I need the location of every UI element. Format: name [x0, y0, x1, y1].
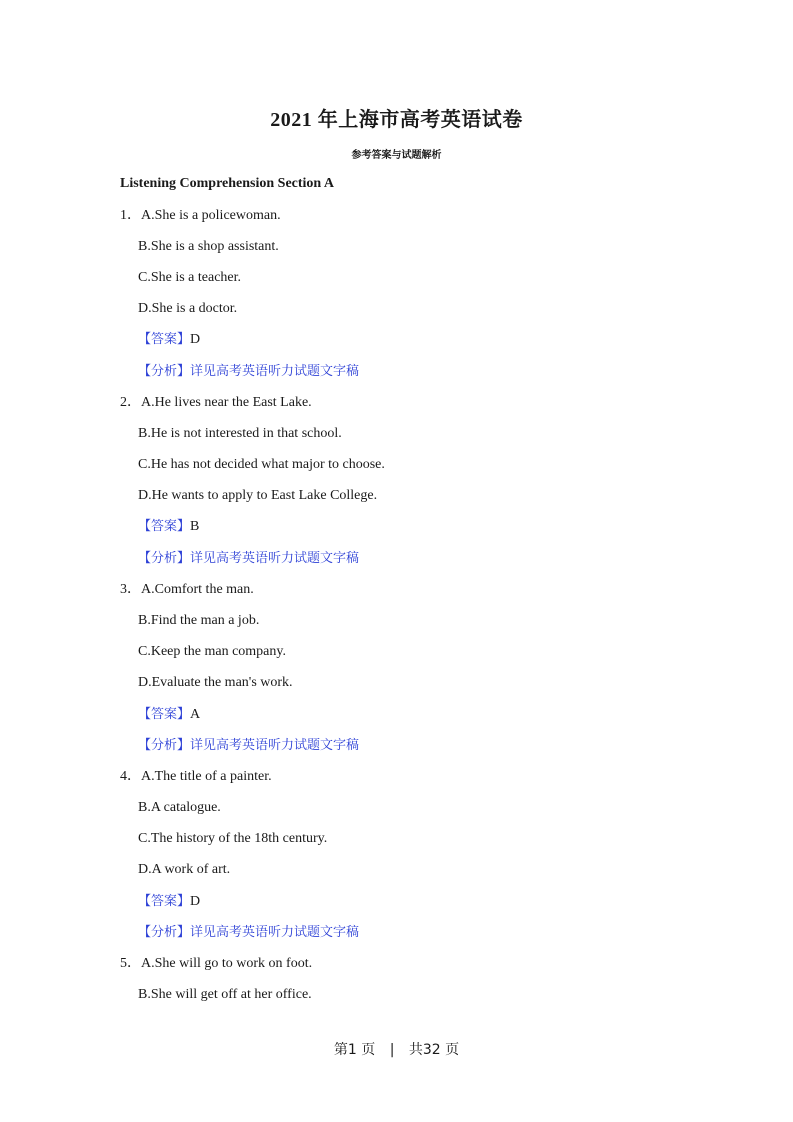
answer-value: B: [190, 519, 200, 534]
question-1-option-c: C.She is a teacher.: [138, 270, 242, 285]
question-3-answer: [138, 706, 200, 724]
question-4-option-b: B.A catalogue.: [138, 800, 221, 815]
question-3-option-a: 3．A.Comfort the man.: [120, 582, 254, 597]
question-2-option-b: B.He is not interested in that school.: [138, 426, 342, 441]
section-heading: Listening Comprehension Section A: [120, 176, 335, 191]
analysis-text: 详见高考英语听力试题文字稿: [190, 551, 360, 566]
page-number: 1: [347, 1042, 357, 1058]
page-footer: [0, 1039, 793, 1059]
question-number: 1．: [120, 208, 141, 223]
page-unit: 页: [361, 1042, 376, 1058]
total-pages: 32: [422, 1042, 441, 1058]
document-subtitle: 参考答案与试题解析: [351, 150, 442, 161]
analysis-label: 【分析】: [138, 551, 191, 566]
question-number: 5．: [120, 956, 141, 971]
answer-value: D: [190, 894, 201, 909]
question-3-analysis: [138, 737, 359, 755]
total-unit: 页: [445, 1042, 460, 1058]
question-2-option-d: D.He wants to apply to East Lake College.: [138, 488, 378, 503]
question-1-answer: [138, 331, 200, 349]
question-2-option-a: 2．A.He lives near the East Lake.: [120, 395, 312, 410]
answer-label: 【答案】: [138, 894, 191, 909]
analysis-text: 详见高考英语听力试题文字稿: [190, 738, 360, 753]
question-4-option-c: C.The history of the 18th century.: [138, 831, 328, 846]
analysis-label: 【分析】: [138, 364, 191, 379]
question-1-analysis: [138, 363, 359, 381]
footer-separator: |: [389, 1042, 395, 1058]
question-2-analysis: [138, 550, 359, 568]
question-5-option-a: 5．A.She will go to work on foot.: [120, 956, 313, 971]
question-5-option-b: B.She will get off at her office.: [138, 987, 312, 1002]
document-title: 2021 年上海市高考英语试卷: [270, 109, 523, 131]
question-1-option-d: D.She is a doctor.: [138, 301, 238, 316]
answer-label: 【答案】: [138, 519, 191, 534]
question-number: 3．: [120, 582, 141, 597]
answer-value: A: [190, 707, 201, 722]
answer-label: 【答案】: [138, 707, 191, 722]
question-3-option-c: C.Keep the man company.: [138, 644, 286, 659]
question-3-option-d: D.Evaluate the man's work.: [138, 675, 293, 690]
total-prefix: 共: [408, 1042, 423, 1058]
question-4-answer: [138, 893, 200, 911]
question-4-option-a: 4．A.The title of a painter.: [120, 769, 272, 784]
question-4-analysis: [138, 924, 359, 942]
question-number: 2．: [120, 395, 141, 410]
analysis-text: 详见高考英语听力试题文字稿: [190, 364, 360, 379]
question-1-option-b: B.She is a shop assistant.: [138, 239, 279, 254]
question-1-option-a: 1．A.She is a policewoman.: [120, 208, 281, 223]
question-number: 4．: [120, 769, 141, 784]
analysis-label: 【分析】: [138, 738, 191, 753]
question-2-option-c: C.He has not decided what major to choose.: [138, 457, 385, 472]
question-3-option-b: B.Find the man a job.: [138, 613, 260, 628]
question-2-answer: [138, 518, 199, 536]
analysis-label: 【分析】: [138, 925, 191, 940]
question-4-option-d: D.A work of art.: [138, 862, 231, 877]
answer-value: D: [190, 332, 201, 347]
analysis-text: 详见高考英语听力试题文字稿: [190, 925, 360, 940]
page-prefix: 第: [333, 1042, 348, 1058]
answer-label: 【答案】: [138, 332, 191, 347]
